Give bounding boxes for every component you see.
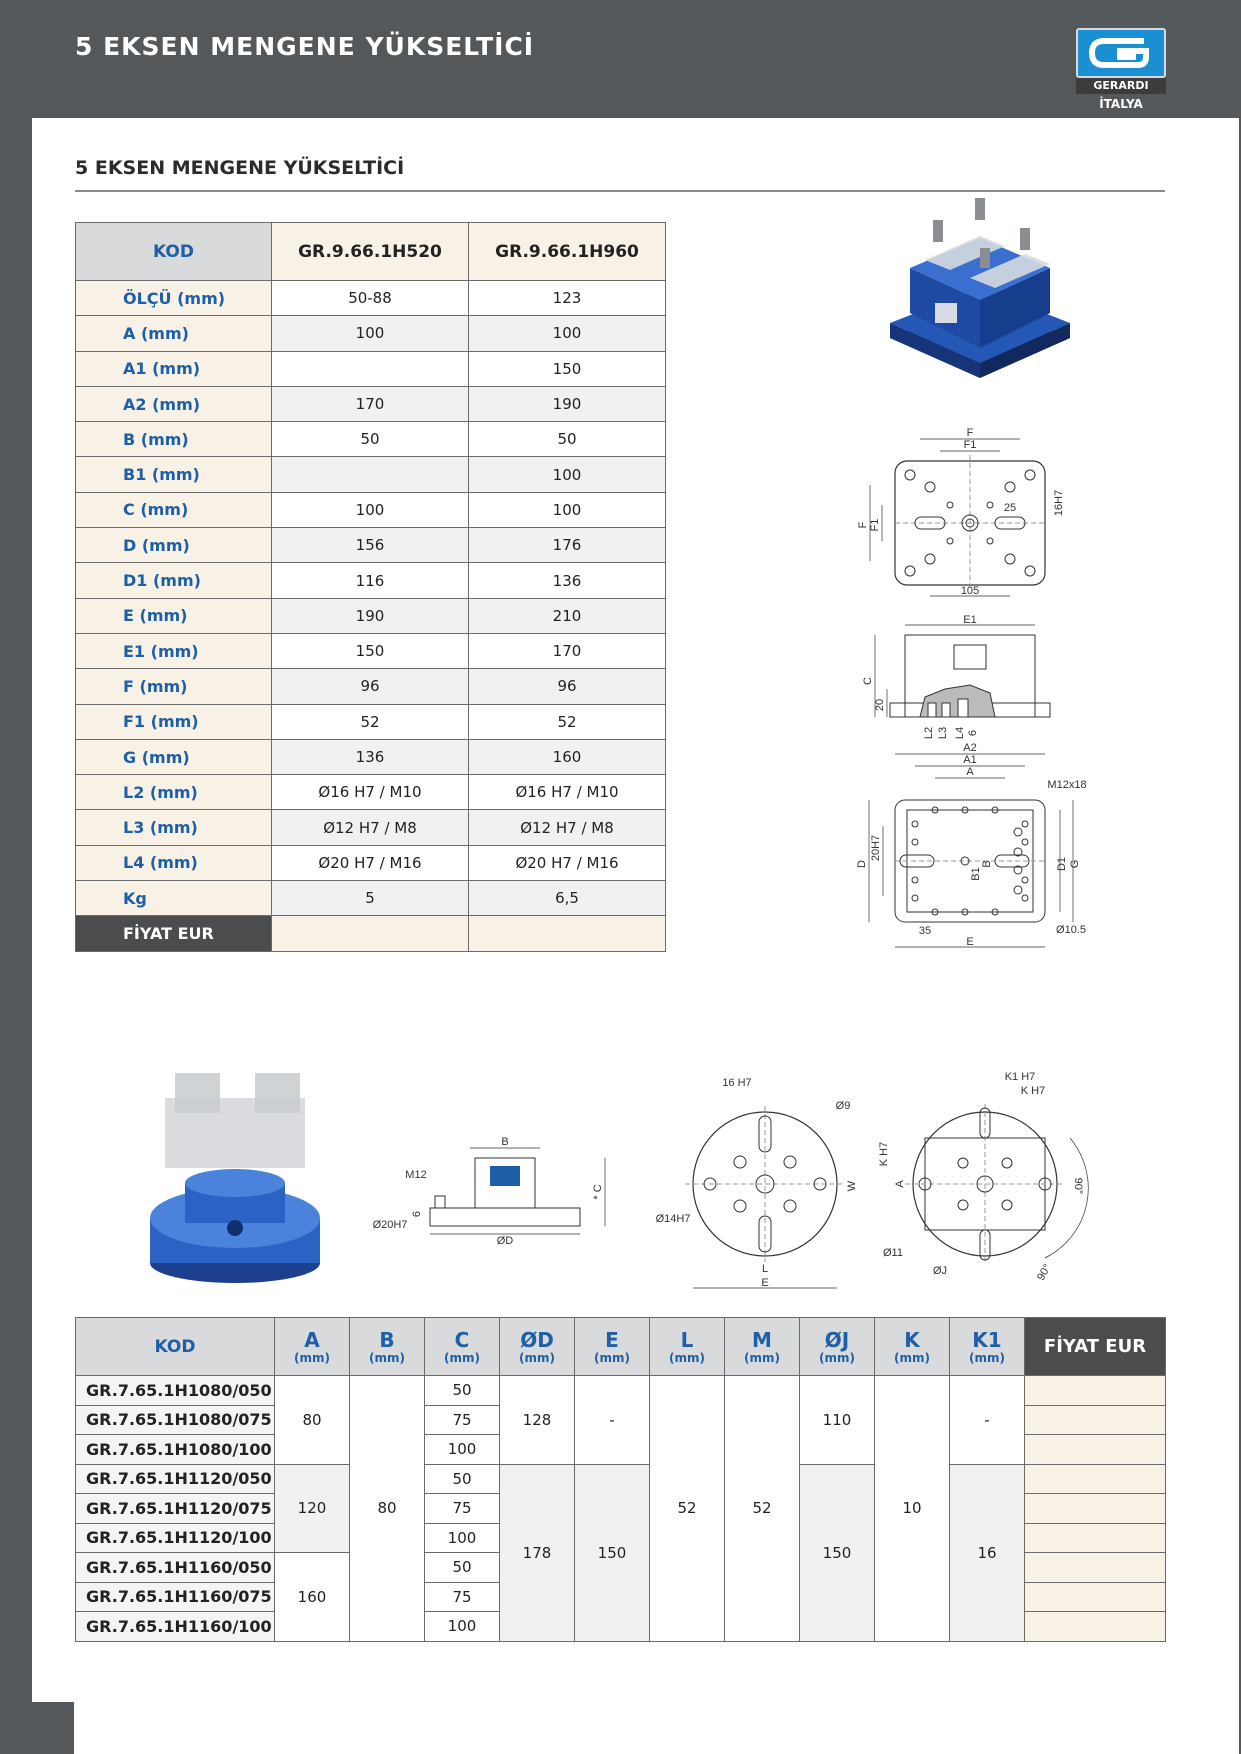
table-row [76,563,666,598]
row-label: D (mm) [76,528,272,563]
technical-drawing-zero-point-plan-2 [875,1068,1105,1293]
dim-e1: E1 [963,614,977,626]
technical-drawing-bottom-view [855,742,1105,957]
header-a: A (mm) [275,1318,350,1376]
zero-point-product-image [150,1068,330,1286]
price-row [76,916,666,951]
header-c: C (mm) [425,1318,500,1376]
row-label: G (mm) [76,739,272,774]
row-value-2: 160 [468,739,665,774]
table-row [76,528,666,563]
header-od: ØD (mm) [500,1318,575,1376]
value-c: 50 [425,1464,500,1494]
value-c: 75 [425,1582,500,1612]
dim-a-lower: A [894,1180,906,1188]
gerardi-logo [1076,28,1166,112]
header-k: K (mm) [875,1318,950,1376]
row-value-1: 190 [271,598,468,633]
table-row [76,704,666,739]
dim-f-vert: F [857,521,869,529]
dim-e: E [966,936,974,948]
dim-l2: L2 [923,726,935,740]
row-label: L2 (mm) [76,775,272,810]
value-c: 50 [425,1553,500,1583]
row-value-2: 210 [468,598,665,633]
row-value-2: 176 [468,528,665,563]
technical-drawing-zero-point-side [370,1128,620,1248]
dim-35: 35 [918,925,932,937]
header-code-1: GR.9.66.1H520 [271,223,468,281]
value-b: 80 [350,1376,425,1642]
row-label: E1 (mm) [76,633,272,668]
value-a: 120 [275,1464,350,1553]
row-value-2: 190 [468,386,665,421]
value-k1: - [950,1376,1025,1465]
product-code: GR.7.65.1H1120/075 [76,1494,275,1524]
dim-kh7-vert: K H7 [878,1141,890,1167]
dim-l: L [761,1263,769,1275]
row-label: F1 (mm) [76,704,272,739]
price-value-2 [468,916,665,951]
logo-country: İTALYA [1099,97,1143,111]
header-k1: K1 (mm) [950,1318,1025,1376]
header-m: M (mm) [725,1318,800,1376]
dim-d14h7: Ø14H7 [655,1213,691,1225]
row-value-2: 50 [468,422,665,457]
left-margin-bar [0,118,32,1754]
table-header-row [76,1318,1166,1376]
product-code: GR.7.65.1H1120/100 [76,1523,275,1553]
row-label: B1 (mm) [76,457,272,492]
table-row [76,739,666,774]
table-row [76,775,666,810]
product-code: GR.7.65.1H1160/050 [76,1553,275,1583]
logo-mark [1076,28,1166,78]
row-value-2: 136 [468,563,665,598]
value-c: 100 [425,1612,500,1642]
dim-20h7: 20H7 [870,834,882,862]
value-l: 52 [650,1376,725,1642]
value-c: 75 [425,1405,500,1435]
value-oj: 150 [800,1464,875,1641]
table-row [76,316,666,351]
row-value-2: 123 [468,281,665,316]
dim-25: 25 [1003,502,1017,514]
bottom-corner-block [32,1702,74,1754]
section-divider [75,190,1165,192]
row-value-2: Ø16 H7 / M10 [468,775,665,810]
row-value-2: Ø12 H7 / M8 [468,810,665,845]
table-row [76,457,666,492]
value-od: 178 [500,1464,575,1641]
row-label: A (mm) [76,316,272,351]
row-label: A2 (mm) [76,386,272,421]
row-value-1: Ø16 H7 / M10 [271,775,468,810]
dim-d10-5: Ø10.5 [1056,924,1086,936]
header-kod: KOD [76,223,272,281]
row-value-2: Ø20 H7 / M16 [468,845,665,880]
table-row [76,1464,1166,1494]
table-row [76,1376,1166,1406]
value-od: 128 [500,1376,575,1465]
spec-table-vise-riser [75,222,666,952]
value-c: 50 [425,1376,500,1406]
row-label: A1 (mm) [76,351,272,386]
row-label: Kg [76,881,272,916]
price-cell [1025,1376,1166,1406]
row-label: D1 (mm) [76,563,272,598]
price-cell [1025,1612,1166,1642]
row-value-2: 170 [468,633,665,668]
price-cell [1025,1553,1166,1583]
dim-c: C [862,677,874,685]
value-c: 100 [425,1523,500,1553]
row-value-2: 6,5 [468,881,665,916]
row-label: L4 (mm) [76,845,272,880]
dim-d1: D1 [1056,856,1068,872]
table-row [76,492,666,527]
row-value-2: 150 [468,351,665,386]
dim-f1-vert: F1 [869,518,881,532]
dim-105: 105 [960,585,980,597]
row-value-1: Ø20 H7 / M16 [271,845,468,880]
table-row [76,281,666,316]
row-label: F (mm) [76,669,272,704]
technical-drawing-side-view [860,615,1080,740]
dim-b1: B1 [970,867,982,881]
table-header-row [76,223,666,281]
dim-d: D [856,860,868,868]
row-value-1: 150 [271,633,468,668]
product-code: GR.7.65.1H1160/100 [76,1612,275,1642]
dim-l3: L3 [937,726,949,740]
dim-6-lower: 6 [411,1210,423,1218]
dim-e-lower: E [761,1277,769,1289]
row-label: ÖLÇÜ (mm) [76,281,272,316]
table-row [76,386,666,421]
product-code: GR.7.65.1H1120/050 [76,1464,275,1494]
dim-g: G [1069,859,1081,869]
price-cell [1025,1464,1166,1494]
price-cell [1025,1494,1166,1524]
dim-b-lower: B [501,1136,509,1148]
row-label: C (mm) [76,492,272,527]
page-title: 5 EKSEN MENGENE YÜKSELTİCİ [75,32,535,61]
dim-kh7: K H7 [1020,1085,1046,1097]
vise-riser-product-image [880,198,1080,383]
value-e: 150 [575,1464,650,1641]
dim-b: B [981,860,993,868]
row-value-1: 116 [271,563,468,598]
dim-oj: ØJ [932,1265,948,1277]
technical-drawing-plan-view [857,425,1080,605]
row-value-1: 50-88 [271,281,468,316]
dim-d11: Ø11 [883,1247,903,1259]
dim-l4: L4 [954,726,966,740]
value-c: 100 [425,1435,500,1465]
table-row [76,422,666,457]
logo-brand: GERARDI [1076,78,1166,94]
product-code: GR.7.65.1H1080/050 [76,1376,275,1406]
dim-20h7-lower: Ø20H7 [372,1219,408,1231]
row-value-1: 136 [271,739,468,774]
value-m: 52 [725,1376,800,1642]
value-k1: 16 [950,1464,1025,1641]
table-row [76,881,666,916]
row-value-2: 100 [468,492,665,527]
row-value-1: 96 [271,669,468,704]
value-a: 80 [275,1376,350,1465]
header-b: B (mm) [350,1318,425,1376]
dim-a2: A2 [963,742,977,754]
header-code-2: GR.9.66.1H960 [468,223,665,281]
row-value-1 [271,351,468,386]
value-c: 75 [425,1494,500,1524]
row-value-1 [271,457,468,492]
price-cell [1025,1523,1166,1553]
row-value-2: 100 [468,457,665,492]
row-value-1: 52 [271,704,468,739]
dim-6: 6 [967,729,979,737]
row-value-1: 156 [271,528,468,563]
dim-a: A [966,766,974,778]
dim-20: 20 [874,698,886,712]
section-title: 5 EKSEN MENGENE YÜKSELTİCİ [75,157,405,179]
value-k: 10 [875,1376,950,1642]
row-value-1: 100 [271,492,468,527]
price-value-1 [271,916,468,951]
header-price: FİYAT EUR [1025,1318,1166,1376]
product-code: GR.7.65.1H1080/075 [76,1405,275,1435]
row-label: L3 (mm) [76,810,272,845]
table-row [76,633,666,668]
table-row [76,351,666,386]
header-l: L (mm) [650,1318,725,1376]
dim-od: ØD [496,1235,514,1247]
price-cell [1025,1435,1166,1465]
dim-m12: M12 [405,1169,427,1181]
price-cell [1025,1582,1166,1612]
table-row [76,810,666,845]
row-value-1: 50 [271,422,468,457]
value-e: - [575,1376,650,1465]
value-a: 160 [275,1553,350,1642]
table-row [76,598,666,633]
price-label: FİYAT EUR [76,916,272,951]
table-row [76,669,666,704]
dim-f1: F1 [963,439,977,451]
row-label: E (mm) [76,598,272,633]
dim-d9: Ø9 [835,1100,851,1112]
dim-90-a: 90° [1072,1177,1084,1195]
dim-90-b: 90° [1035,1262,1054,1283]
row-value-1: 170 [271,386,468,421]
row-value-1: Ø12 H7 / M8 [271,810,468,845]
price-cell [1025,1405,1166,1435]
row-value-2: 100 [468,316,665,351]
dim-a1: A1 [963,754,977,766]
dim-w: W [846,1180,858,1192]
spec-table-zero-point [75,1317,1166,1642]
row-label: B (mm) [76,422,272,457]
header-oj: ØJ (mm) [800,1318,875,1376]
product-code: GR.7.65.1H1160/075 [76,1582,275,1612]
value-oj: 110 [800,1376,875,1465]
dim-k1h7: K1 H7 [1004,1071,1036,1083]
header-kod: KOD [76,1318,275,1376]
row-value-2: 52 [468,704,665,739]
product-code: GR.7.65.1H1080/100 [76,1435,275,1465]
technical-drawing-zero-point-plan-1 [655,1076,870,1301]
dim-16h7-lower: 16 H7 [722,1077,752,1089]
header-e: E (mm) [575,1318,650,1376]
table-row [76,845,666,880]
dim-m12x18: M12x18 [1047,779,1087,791]
g-logo-icon [1086,35,1156,71]
row-value-1: 5 [271,881,468,916]
row-value-1: 100 [271,316,468,351]
dim-16h7: 16H7 [1053,489,1065,517]
row-value-2: 96 [468,669,665,704]
dim-c-lower: * C [592,1184,604,1200]
dim-f: F [966,427,974,439]
